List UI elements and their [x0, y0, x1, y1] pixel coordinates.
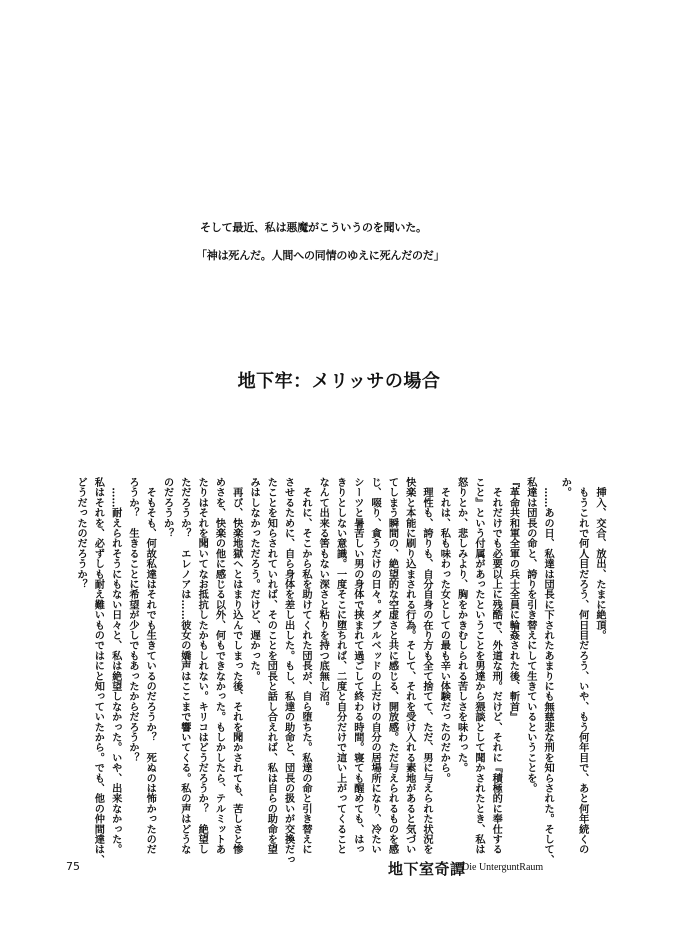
body-line: のだろうか？: [161, 477, 174, 539]
body-text: [72, 477, 608, 869]
body-line: 再び、快楽地獄へとはまり込んでしまった後、それを聞かされても、苦しさと惨: [230, 477, 243, 855]
body-line: 挿入、交合、放出、たまに絶頂。: [594, 477, 606, 641]
body-line: 私はそれを、必ずしも耐え難いものではにと知っていたから。でも、他の仲間達は、: [92, 477, 105, 865]
epigraph-line-2: 「神は死んだ。人間への同情のゆえに死んだのだ」: [196, 249, 445, 262]
body-line: 快楽と本能に刷り込まされる行為。そして、それを受け入れる素地があると気づい: [403, 477, 416, 855]
body-line: ただろうか？ エレノアは……彼女の嬌声はここまで響いてくる。私の声はどうな: [178, 477, 191, 855]
body-line: シーツと暑苦しい男の身体で挟まれて過ごして終わる時間。寝ても醒めても、はっ: [351, 477, 364, 855]
body-line: ……耐えられそうにもない日々と、私は絶望しなかった。いや、出来なかった。: [109, 477, 122, 855]
body-line: そもそも、何故私達はそれでも生きているのだろうか？ 死ぬのは怖かったのだ: [144, 477, 157, 855]
body-line: させるために、自ら身体を差し出した。もし、私達の助命と、団長の扱いが交換だっ: [282, 477, 295, 865]
body-line: なんて出来る筈もない深さと粘りを持つ底無し沼。: [317, 477, 330, 712]
body-line: めさを、快楽の他に感じる以外、何もできなかった。もしかしたら、テルミットあ: [213, 477, 226, 855]
body-line: 理性も、誇りも、自分自身の在り方も全て捨てて、ただ、男に与えられた状況を: [421, 477, 434, 855]
body-line: それだけでも必要以上に残酷で、外道な刑。だけど、それに『積極的に奉仕する: [490, 477, 503, 855]
running-title: 地下室奇譚: [388, 860, 466, 878]
body-line: たりはそれを聞いてなお抵抗したかもしれない。キリコはどうだろうか？ 絶望し: [196, 477, 209, 855]
body-line: か。: [559, 477, 572, 498]
body-line: こと』という付属があったということを男達から猥談として聞かされたとき、私は: [472, 477, 485, 855]
chapter-title: 地下牢：メリッサの場合: [237, 371, 441, 392]
body-line: どうだったのだろうか？: [75, 477, 88, 590]
body-line: ろうか？ 生きることに希望が少しでもあったからだろうか？: [126, 477, 139, 763]
body-line: それに、そこから私を助けてくれた団長が、自ら堕ちた。私達の命と引き替えに: [299, 477, 312, 855]
running-subtitle: Die UnterguntRaum: [462, 862, 544, 873]
body-line: きりとしない意識。一度そこに堕ちれば、二度と自分だけで這い上がってくること: [334, 477, 347, 855]
body-line: もうこれで何人目だろう、何日目だろう、いや、もう何年目で、あと何年続くの: [576, 477, 589, 855]
page-number: 75: [66, 860, 80, 873]
body-line: 『革命共和軍全軍の兵士全員に輪姦された後、斬首』: [507, 477, 520, 722]
body-line: それは、私も味わった女としての最も辛い体験だったのだから。: [438, 477, 451, 783]
body-line: じ、啜り、貪うだけの日々。ダブルベッドの上だけの自分の居場所になり、冷たい: [369, 477, 382, 855]
body-line: たことを知らされていれば、そのことを団長と話し合えれば、私は自らの助命を望: [265, 477, 278, 855]
epigraph-line-1: そして最近、私は悪魔がこういうのを聞いた。: [200, 221, 427, 234]
body-line: 怒りとか、悲しみより、胸をかきむしられる苦しさを味わった。: [455, 477, 468, 773]
body-line: みはしなかっただろう。だけど、遅かった。: [248, 477, 261, 681]
body-line: てしまう瞬間の、絶望的な空虚さと共に感じる、開放感。ただ与えられるものを感: [386, 477, 399, 855]
body-line: 私達は団長の命と、誇りを引き替えにして生きているということを。: [524, 477, 537, 794]
body-line: ……あの日、私達は団長に下されたあまりにも無慈悲な刑を知らされた。そして、: [542, 477, 555, 865]
